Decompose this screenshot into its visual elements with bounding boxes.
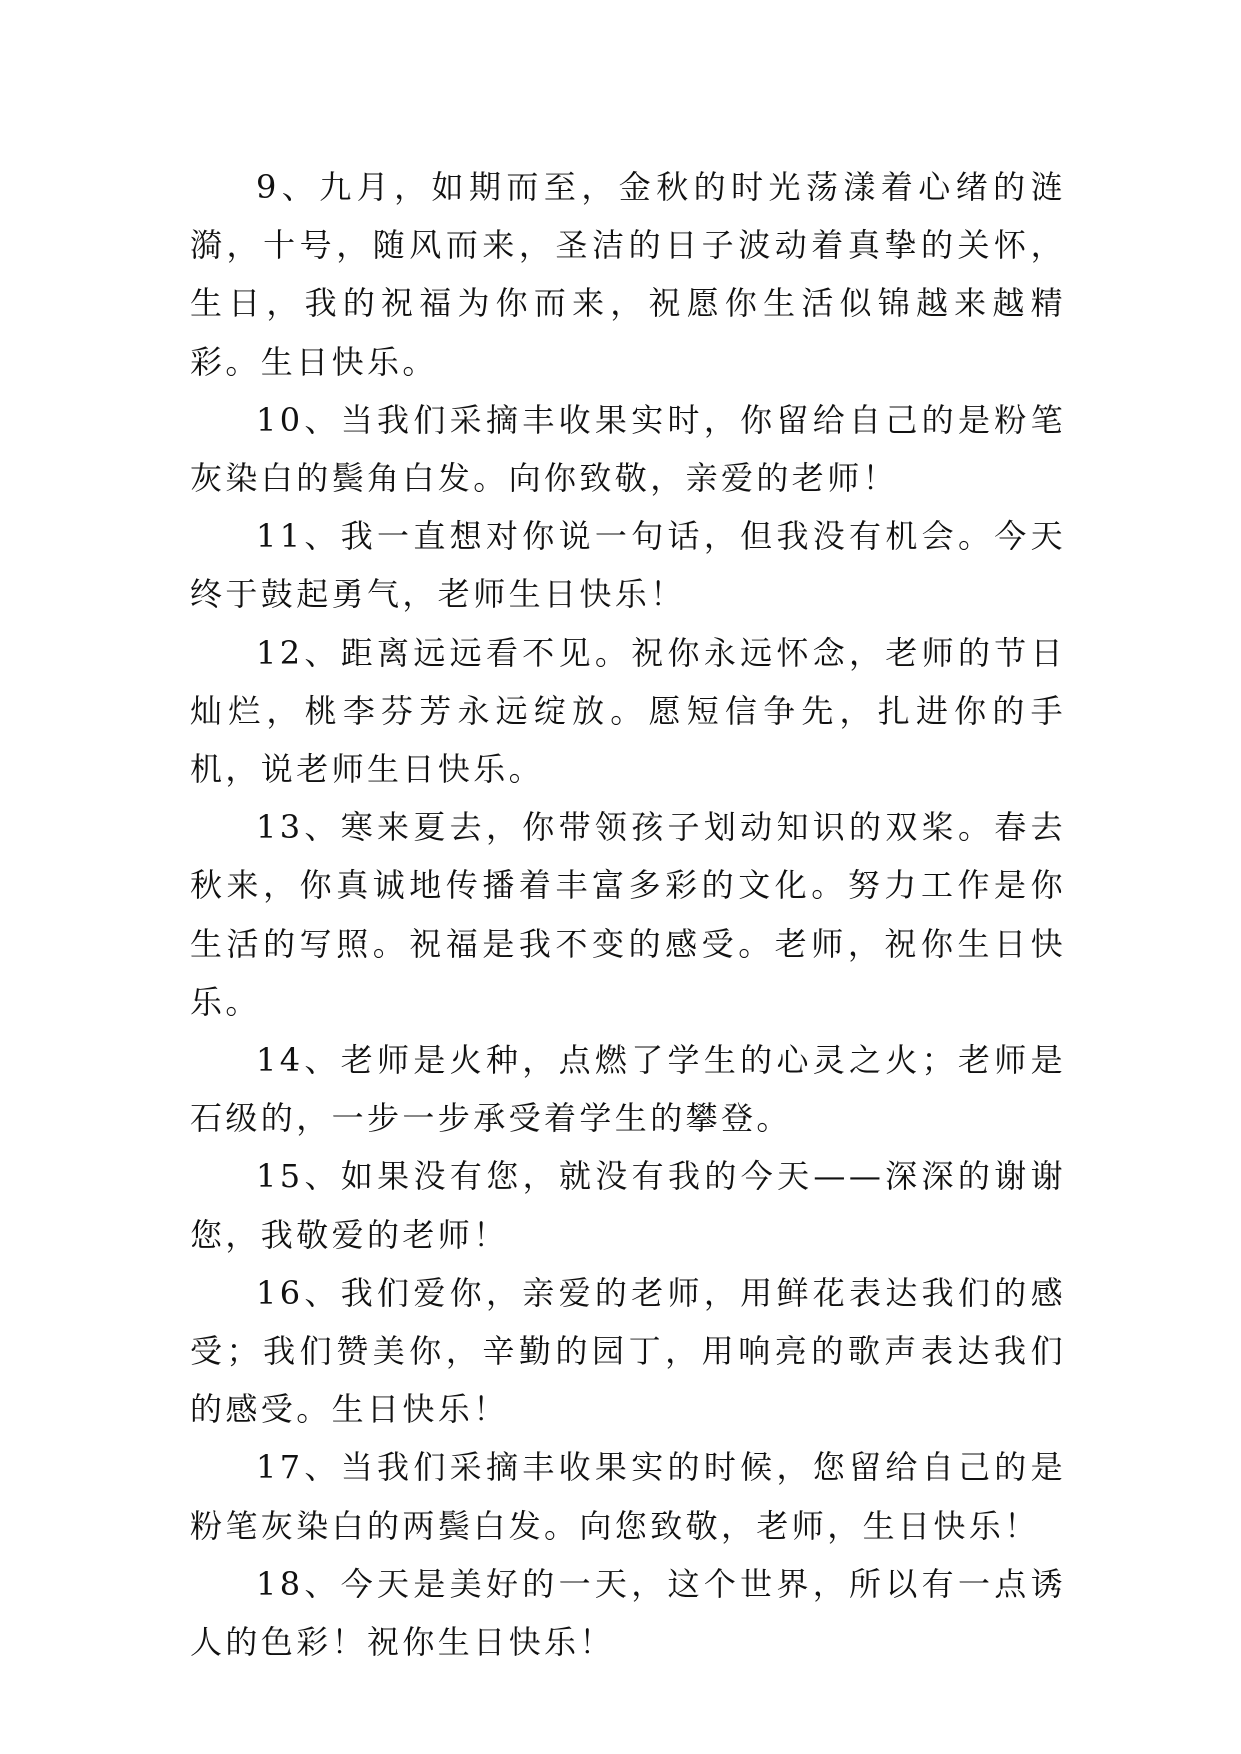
paragraph-10: 10、当我们采摘丰收果实时，你留给自己的是粉笔灰染白的鬓角白发。向你致敬，亲爱的老师！: [190, 400, 1066, 498]
paragraph-15: 15、如果没有您，就没有我的今天——深深的谢谢您，我敬爱的老师！: [190, 1157, 1066, 1254]
paragraph-13: 13、寒来夏去，你带领孩子划动知识的双桨。春去秋来，你真诚地传播着丰富多彩的文化。努力工作是你生活的写照。祝福是我不变的感受。老师，祝你生日快乐。: [190, 808, 1066, 1021]
paragraph-11: 11、我一直想对你说一句话，但我没有机会。今天终于鼓起勇气，老师生日快乐！: [190, 517, 1066, 614]
paragraph-16: 16、我们爱你，亲爱的老师，用鲜花表达我们的感受；我们赞美你，辛勤的园丁，用响亮的歌声表达我们的感受。生日快乐！: [190, 1273, 1066, 1429]
paragraph-12: 12、距离远远看不见。祝你永远怀念，老师的节日灿烂，桃李芬芳永远绽放。愿短信争先，扎进你的手机，说老师生日快乐。: [190, 633, 1066, 789]
paragraph-18: 18、今天是美好的一天，这个世界，所以有一点诱人的色彩！祝你生日快乐！: [190, 1564, 1066, 1662]
document-body: [190, 158, 1066, 1671]
paragraph-14: 14、老师是火种，点燃了学生的心灵之火；老师是石级的，一步一步承受着学生的攀登。: [190, 1041, 1066, 1138]
paragraph-17: 17、当我们采摘丰收果实的时候，您留给自己的是粉笔灰染白的两鬓白发。向您致敬，老师，生日快乐！: [190, 1448, 1066, 1545]
paragraph-9: 9、九月，如期而至，金秋的时光荡漾着心绪的涟漪，十号，随风而来，圣洁的日子波动着真挚的关怀，生日，我的祝福为你而来，祝愿你生活似锦越来越精彩。生日快乐。: [190, 168, 1066, 381]
